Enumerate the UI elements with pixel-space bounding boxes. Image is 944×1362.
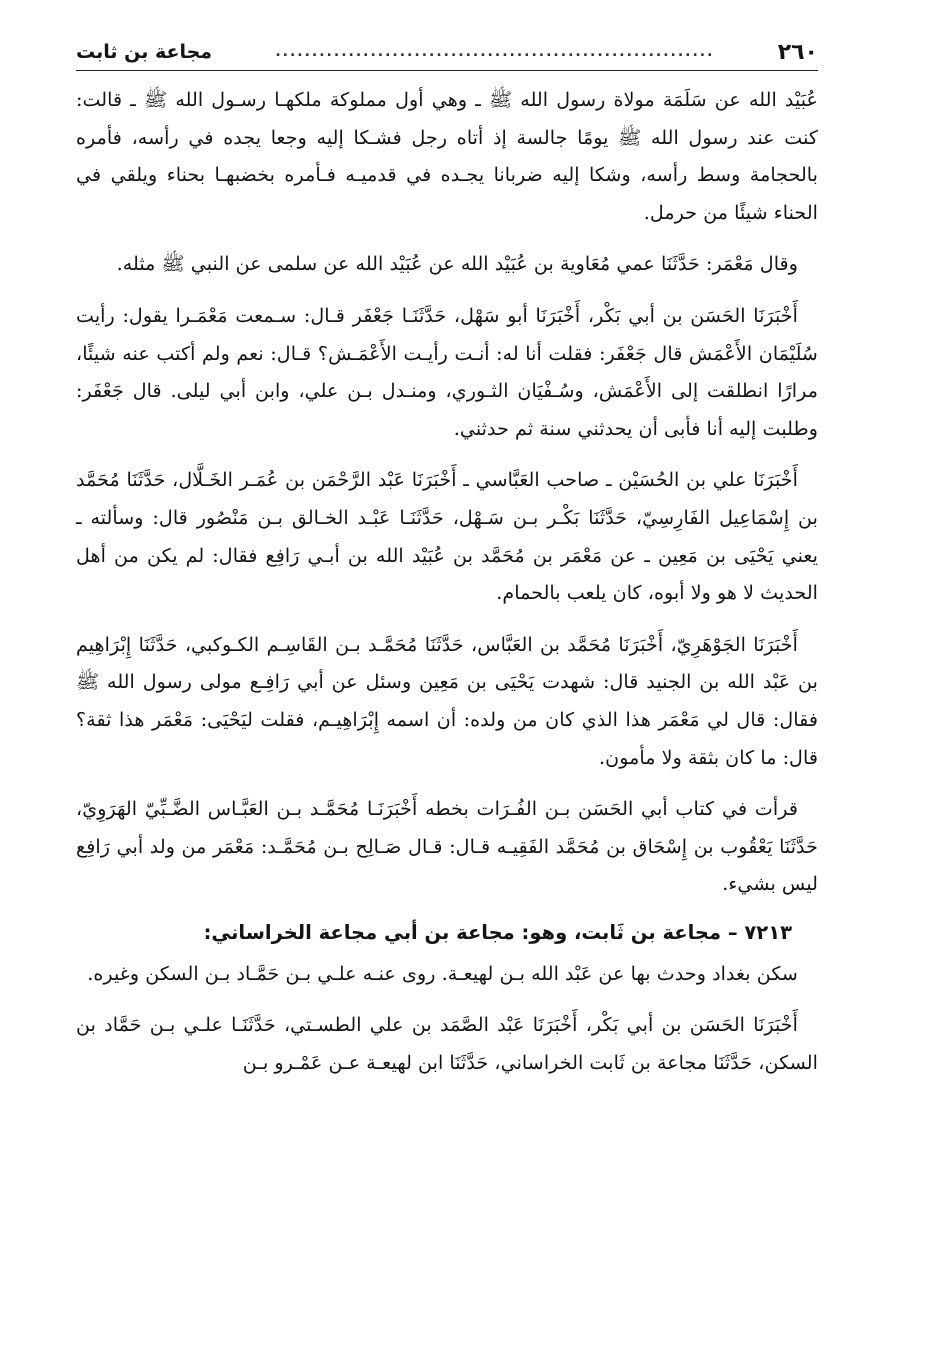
book-page — [76, 34, 818, 1082]
paragraph-yahya-ibn-main: أَخْبَرَنَا علي بن الحُسَيْن ـ صاحب العَبَّاسي ـ أَخْبَرَنَا عَبْد الرَّحْمَن بن عُمَـر الخَـلَّال، حَدَّثَنَا مُحَمَّد بن إِسْمَاعِيل الفَارِسِيّ، حَدَّثَنَا بَكْـر بـن سَـهْل، حَدَّثَنَـا عَبْـد الخـالق بـن مَنْصُور قال: وسألته ـ يعني يَحْيَى بن مَعِين ـ عن مَعْمَر بن مُحَمَّد بن عُبَيْد الله بن أبـي رَافِع فقال: لم يكن من أهل الحديث لا هو ولا أبوه، كان يلعب بالحمام. — [76, 468, 818, 605]
paragraph-jawhari: أَخْبَرَنَا الجَوْهَرِيّ، أَخْبَرَنَا مُحَمَّد بن العَبَّاس، حَدَّثَنَا مُحَمَّـد بـن القَاسِـم الكـوكبي، حَدَّثَنَا إِبْرَاهِيم بن عَبْد الله بن الجنيد قال: شهدت يَحْيَى بن مَعِين وسئل عن أبي رَافِـع مولى رسول الله ﷺ فقال: قال لي مَعْمَر هذا الذي كان من ولده: أن اسمه إِبْرَاهِيـم، فقلت ليَحْيَى: مَعْمَر هذا ثقة؟ قال: ما كان بثقة ولا مأمون. — [76, 632, 818, 769]
running-header — [76, 34, 818, 71]
page-body — [76, 81, 818, 1082]
entry-heading: ٧٢١٣ – مجاعة بن ثَابت، وهو: مجاعة بن أبي مجاعة الخراساني: — [203, 920, 792, 944]
paragraph-mamar-uncle: وقال مَعْمَر: حَدَّثَنَا عمي مُعَاوية بن عُبَيْد الله عن عُبَيْد الله عن سلمى عن النبي ﷺ مثله. — [116, 252, 798, 276]
paragraph-narration-salma: عُبَيْد الله عن سَلَمَة مولاة رسول الله ﷺ ـ وهي أول مملوكة ملكهـا رسـول الله ﷺ ـ قالت: كنت عند رسول الله ﷺ يومًا جالسة إذ أتاه رجل فشـكا إليه وجعا يجده في رأسه، فأمره بالحجامة وسط رأسه، وشكا إليه ضربانا يجـده في قدميـه فـأمره بخضبهـا بحناء ويلقي في الحناء شيئًا من حرمل. — [76, 88, 818, 224]
running-title: مجاعة بن ثابت — [76, 41, 213, 63]
paragraph-entry-bio: سكن بغداد وحدث بها عن عَبْد الله بـن لهيعـة. روى عنـه علـي بـن حَمَّـاد بـن السكن وغيره. — [87, 961, 798, 985]
paragraph-ibn-furat: قرأت في كتاب أبي الحَسَن بـن الفُـرَات بخطه أَخْبَرَنَـا مُحَمَّـد بـن العَبَّـاس الضَّـبِّيّ الهَرَوِيّ، حَدَّثَنَا يَعْقُوب بن إِسْحَاق بن مُحَمَّد الفَقِيـه قـال: قـال صَـالِح بـن مُحَمَّـد: مَعْمَر من ولد أبي رَافِع ليس بشيء. — [76, 797, 818, 896]
header-dot-leader: ............................................................ — [275, 44, 715, 60]
paragraph-entry-isnad: أَخْبَرَنَا الحَسَن بن أبي بَكْر، أَخْبَرَنَا عَبْد الصَّمَد بن علي الطسـتي، حَدَّثَنَـا علـي بـن حَمَّاد بن السكن، حَدَّثَنَا مجاعة بن ثَابت الخراساني، حَدَّثَنَا ابن لهيعـة عـن عَمْـرو بـن — [76, 1013, 818, 1075]
paragraph-jafar-amash: أَخْبَرَنَا الحَسَن بن أبي بَكْر، أَخْبَرَنَا أبو سَهْل، حَدَّثَنَـا جَعْفَر قـال: سـمعت مَعْمَـرا يقول: رأيت سُلَيْمَان الأَعْمَش قال جَعْفَر: فقلت أنا له: أنـت رأيـت الأَعْمَـش؟ قـال: نعم ولم أكتب عنه شيئًا، مرارًا انطلقت إلى الأَعْمَش، وسُـفْيَان الثـوري، ومنـدل بـن علي، وابن أبي ليلى. قال جَعْفَر: وطلبت إليه أنا فأبى أن يحدثني سنة ثم حدثني. — [76, 303, 818, 440]
page-number: ٢٦٠ — [777, 39, 818, 65]
